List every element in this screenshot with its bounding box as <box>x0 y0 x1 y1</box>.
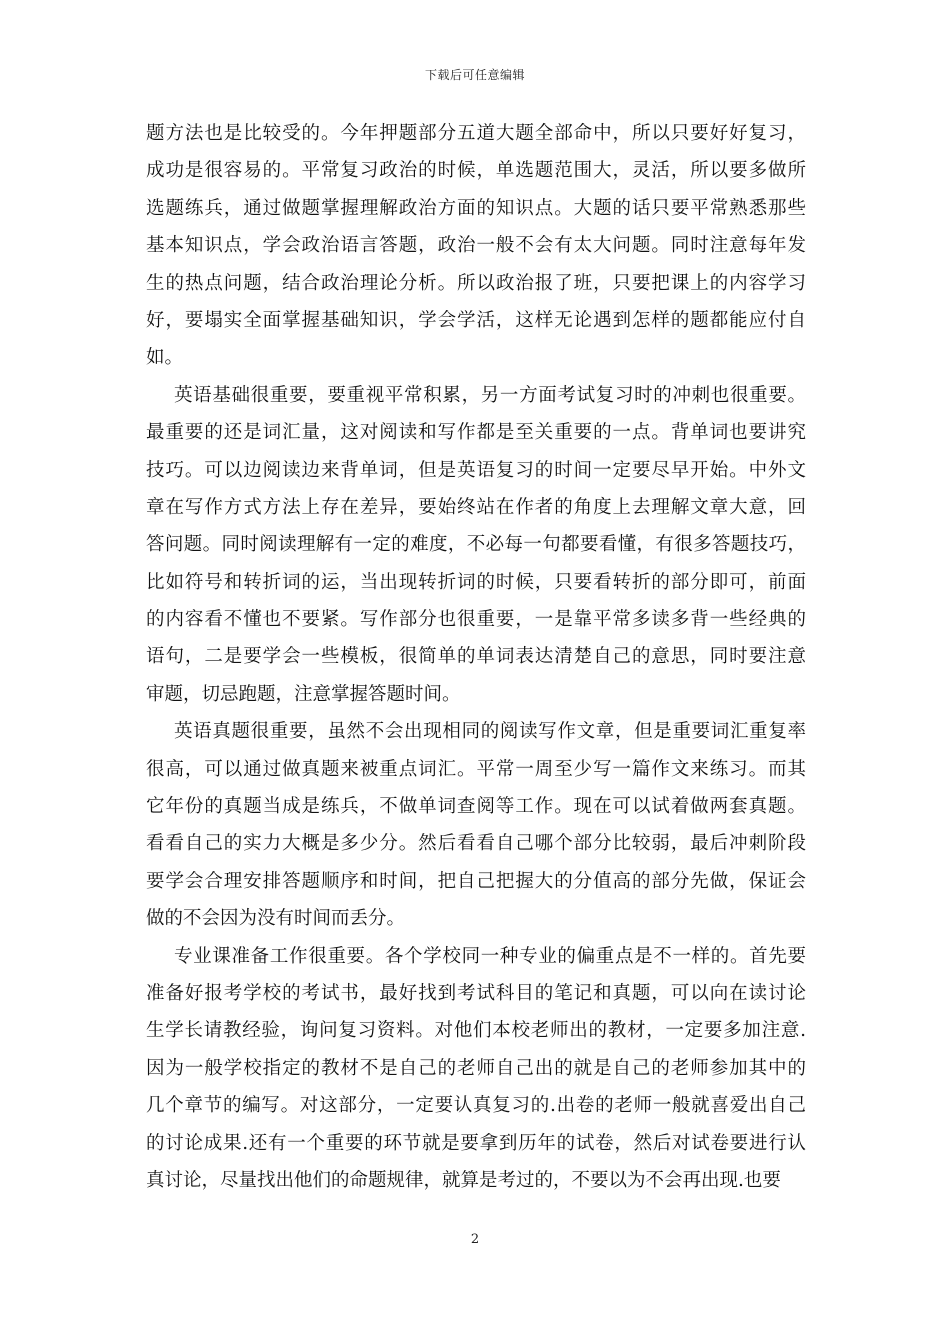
text-line: 很高，可以通过做真题来被重点词汇。平常一周至少写一篇作文来练习。而其 <box>146 758 806 780</box>
paragraph <box>146 115 806 377</box>
text-line: 的内容看不懂也不要紧。写作部分也很重要，一是靠平常多读多背一些经典的 <box>146 609 806 631</box>
text-line: 真讨论，尽量找出他们的命题规律，就算是考过的，不要以为不会再出现.也要 <box>146 1169 781 1191</box>
text-line: 做的不会因为没有时间而丢分。 <box>146 908 406 930</box>
text-line: 准备好报考学校的考试书，最好找到考试科目的笔记和真题，可以向在读讨论 <box>146 982 806 1004</box>
text-line: 因为一般学校指定的教材不是自己的老师自己出的就是自己的老师参加其中的 <box>146 1057 806 1079</box>
text-line: 要学会合理安排答题顺序和时间，把自己把握大的分值高的部分先做，保证会 <box>146 870 806 892</box>
text-line: 最重要的还是词汇量，这对阅读和写作都是至关重要的一点。背单词也要讲究 <box>146 422 806 444</box>
text-line: 选题练兵，通过做题掌握理解政治方面的知识点。大题的话只要平常熟悉那些 <box>146 197 806 219</box>
document-body <box>146 115 806 1199</box>
page-header: 下载后可任意编辑 <box>424 68 525 82</box>
text-line: 好，要塌实全面掌握基础知识，学会学活，这样无论遇到怎样的题都能应付自 <box>146 309 806 331</box>
page-number: 2 <box>470 1232 480 1247</box>
text-line: 专业课准备工作很重要。各个学校同一种专业的偏重点是不一样的。首先要 <box>174 945 806 967</box>
text-line: 它年份的真题当成是练兵，不做单词查阅等工作。现在可以试着做两套真题。 <box>146 796 806 818</box>
text-line: 几个章节的编写。对这部分，一定要认真复习的.出卷的老师一般就喜爱出自己 <box>146 1095 806 1117</box>
paragraph <box>146 713 806 937</box>
text-line: 技巧。可以边阅读边来背单词，但是英语复习的时间一定要尽早开始。中外文 <box>146 459 806 481</box>
paragraph <box>146 377 806 714</box>
text-line: 如。 <box>146 347 184 369</box>
text-line: 答问题。同时阅读理解有一定的难度，不必每一句都要看懂，有很多答题技巧， <box>146 534 806 556</box>
text-line: 比如符号和转折词的运，当出现转折词的时候，只要看转折的部分即可，前面 <box>146 571 806 593</box>
text-line: 审题，切忌跑题，注意掌握答题时间。 <box>146 683 461 705</box>
text-line: 生的热点问题，结合政治理论分析。所以政治报了班，只要把课上的内容学习 <box>146 272 806 294</box>
text-line: 的讨论成果.还有一个重要的环节就是要拿到历年的试卷，然后对试卷要进行认 <box>146 1132 806 1154</box>
text-line: 语句，二是要学会一些模板，很简单的单词表达清楚自己的意思，同时要注意 <box>146 646 806 668</box>
text-line: 看看自己的实力大概是多少分。然后看看自己哪个部分比较弱，最后冲刺阶段 <box>146 833 806 855</box>
text-line: 题方法也是比较受的。今年押题部分五道大题全部命中，所以只要好好复习， <box>146 123 806 144</box>
text-line: 生学长请教经验，询问复习资料。对他们本校老师出的教材，一定要多加注意. <box>146 1020 806 1042</box>
paragraph <box>146 938 806 1200</box>
text-line: 成功是很容易的。平常复习政治的时候，单选题范围大，灵活，所以要多做所 <box>146 160 806 182</box>
text-line: 基本知识点，学会政治语言答题，政治一般不会有太大问题。同时注意每年发 <box>146 235 806 257</box>
text-line: 英语真题很重要，虽然不会出现相同的阅读写作文章，但是重要词汇重复率 <box>174 721 806 743</box>
text-line: 英语基础很重要，要重视平常积累，另一方面考试复习时的冲刺也很重要。 <box>174 384 806 406</box>
text-line: 章在写作方式方法上存在差异，要始终站在作者的角度上去理解文章大意，回 <box>146 496 806 518</box>
